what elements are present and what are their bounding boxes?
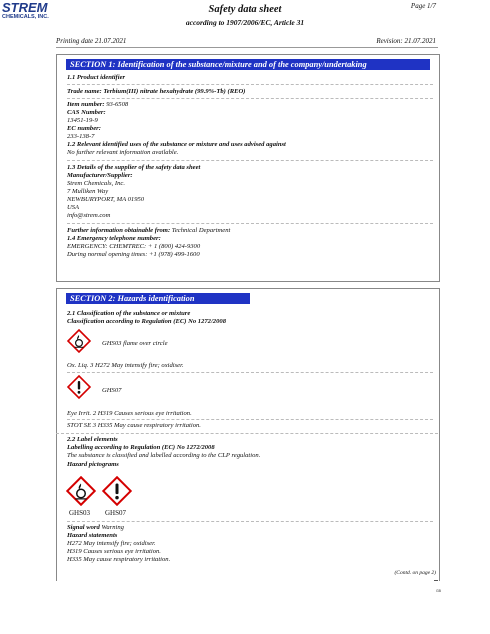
signal-word-label: Signal word [67,524,100,531]
address-line-4: USA [67,204,80,211]
item-number-label: Item number: [67,101,105,108]
divider [67,223,433,224]
trade-name: Terbium(III) nitrate hexahydrate (99.9%-Tb) (REO) [103,88,246,95]
divider [67,160,433,161]
section-1-heading: SECTION 1: Identification of the substance/mixture and of the company/undertaking [66,59,430,70]
document-title: Safety data sheet [208,4,282,15]
section-2-heading: SECTION 2: Hazards identification [66,293,250,304]
logo-word: STREM [2,0,48,15]
label-elements-heading: 2.2 Label elements [67,436,118,443]
trade-name-line [67,88,245,96]
divider [67,419,433,420]
emergency-heading: 1.4 Emergency telephone number: [67,235,161,242]
document-subtitle: according to 1907/2006/EC, Article 31 [185,18,305,27]
flame-over-circle-icon [67,329,91,353]
exclamation-mark-pictogram-icon [102,476,132,506]
pictogram-label-ghs07: GHS07 [105,509,127,517]
divider [67,372,433,373]
classification-regulation: Classification according to Regulation (EC) No 1272/2008 [67,318,226,325]
address-line-3: NEWBURYPORT, MA 01950 [67,196,145,203]
supplier-heading: 1.3 Details of the supplier of the safety data sheet [67,164,201,171]
uses-heading: 1.2 Relevant identified uses of the substance or mixture and uses advised against [67,141,286,148]
hazard-statement-h319: H319 Causes serious eye irritation. [67,548,161,555]
supplier-email[interactable]: info@strem.com [67,212,111,219]
ox-liq-classification: Ox. Liq. 3 H272 May intensify fire; oxidiser. [67,362,184,369]
classification-heading: 2.1 Classification of the substance or mixture [67,310,191,317]
product-identifier: 1.1 Product identifier [67,74,126,81]
further-info-line [67,227,230,235]
emergency-line-1: EMERGENCY: CHEMTREC: + 1 (800) 424-9300 [67,243,201,250]
logo-subtitle: CHEMICALS, INC. [2,14,49,20]
signal-word-value: Warning [101,524,124,531]
revision-date: Revision: 21.07.2021 [376,37,436,45]
hazard-pictograms-label: Hazard pictograms [67,461,119,468]
further-info-value: Technical Department [171,227,231,234]
labelling-regulation: Labelling according to Regulation (EC) No 1272/2008 [67,444,215,451]
exclamation-mark-icon [67,375,91,399]
stot-classification: STOT SE 3 H335 May cause respiratory irritation. [67,422,201,429]
footer-rule [434,580,438,581]
continued-note: (Contd. on page 2) [394,570,436,576]
item-number: 93-6508 [106,101,129,108]
hazard-statement-h335: H335 May cause respiratory irritation. [67,556,171,563]
manufacturer-label: Manufacturer/Supplier: [67,172,133,179]
divider [67,521,433,522]
divider [67,84,433,85]
trade-name-label: Trade name: [67,88,102,95]
emergency-line-2: During normal opening times: +1 (978) 499-1600 [67,251,200,258]
pictogram-label-ghs03: GHS03 [69,509,91,517]
date-row [56,37,436,45]
divider [67,98,433,99]
ghs03-description: GHS03 flame over circle [102,340,168,347]
ec-label: EC number: [67,125,101,132]
printing-date: Printing date 21.07.2021 [56,37,127,45]
address-line-1: Strem Chemicals, Inc. [67,180,125,187]
divider [56,433,438,434]
further-info-label: Further information obtainable from: [67,227,171,234]
ghs07-description: GHS07 [102,387,122,394]
uses-text: No further relevant information available. [67,149,179,156]
cas-label: CAS Number: [67,109,106,116]
labelling-text: The substance is classified and labelled according to the CLP regulation. [67,452,261,459]
page-number: Page 1/7 [410,2,436,10]
header-rule [56,47,438,48]
address-line-2: 7 Mulliken Way [67,188,109,195]
eye-irritation-classification: Eye Irrit. 2 H319 Causes serious eye irritation. [67,410,192,417]
flame-over-circle-pictogram-icon [66,476,96,506]
item-number-line [67,101,128,109]
signal-word-line [67,524,124,532]
hazard-statements-label: Hazard statements [67,532,118,539]
hazard-statement-h272: H272 May intensify fire; oxidiser. [67,540,156,547]
ec-number: 233-138-7 [67,133,95,140]
footer-code: GB [435,589,441,593]
cas-number: 13451-19-9 [67,117,98,124]
